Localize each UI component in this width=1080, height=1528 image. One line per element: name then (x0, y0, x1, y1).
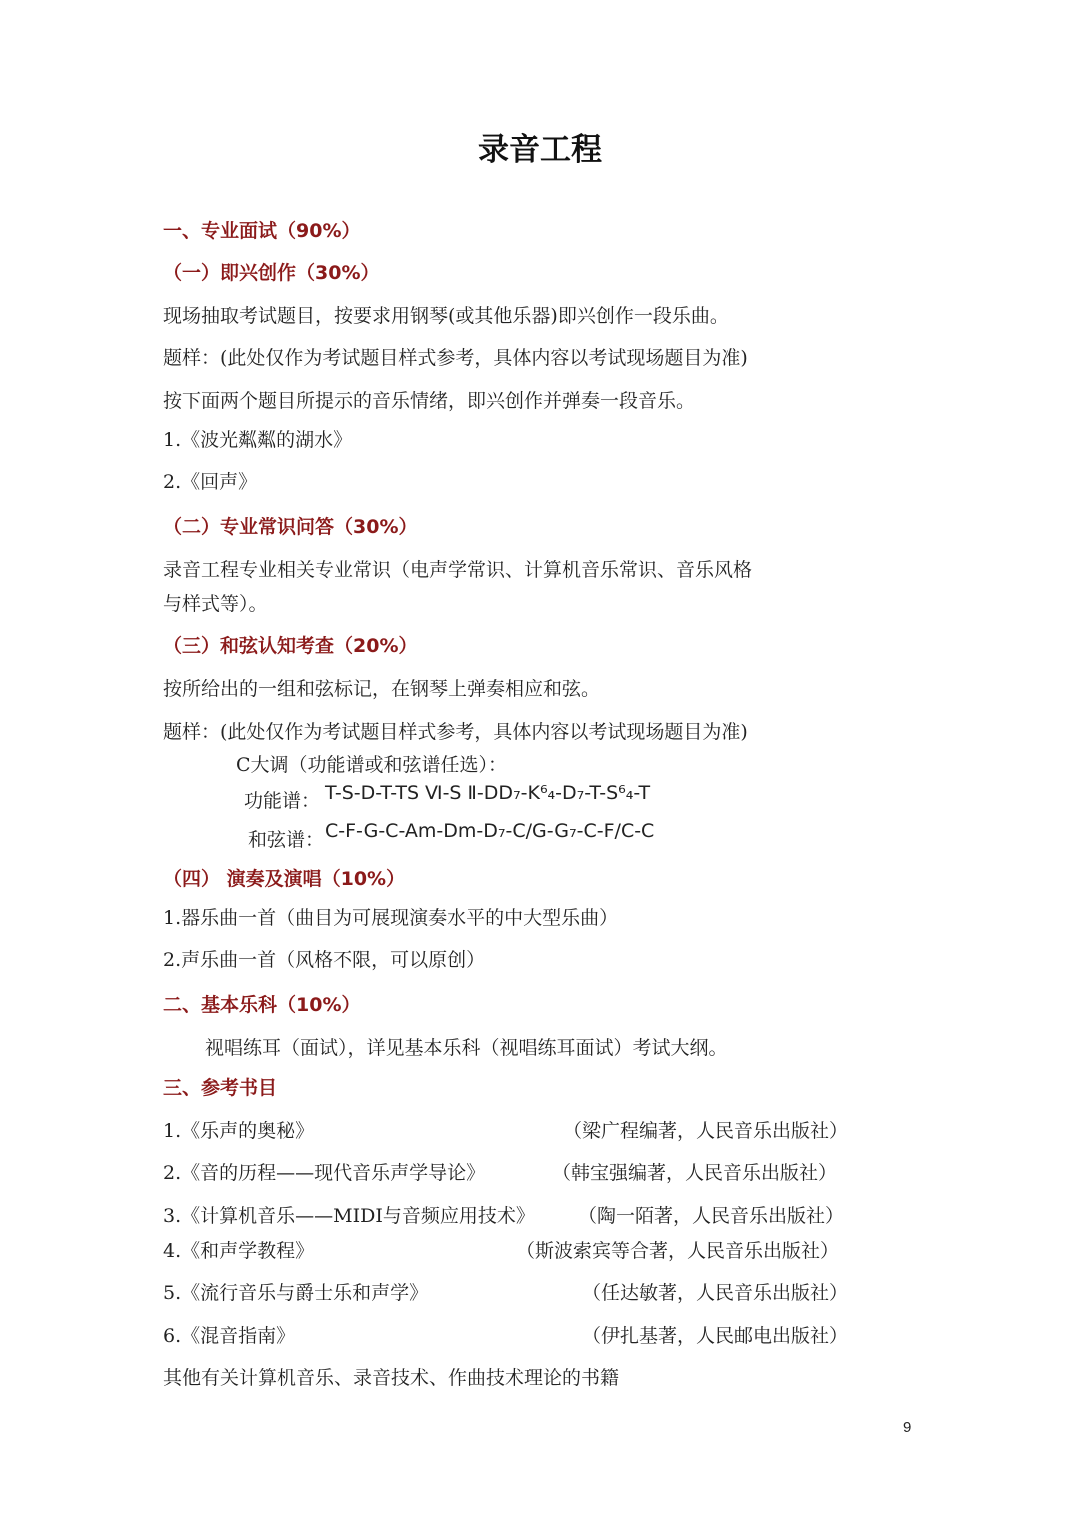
list-item: 1.器乐曲一首（曲目为可展现演奏水平的中大型乐曲） (163, 907, 619, 929)
subsection-heading-improvisation: （一）即兴创作（30%） (163, 262, 380, 284)
paragraph-text: C大调（功能谱或和弦谱任选）： (236, 754, 508, 776)
reference-title: 5.《流行音乐与爵士乐和声学》 (163, 1282, 429, 1304)
function-notation-value: T-S-D-T-TS Ⅵ-S Ⅱ-DD₇-K⁶₄-D₇-T-S⁶₄-T (325, 782, 651, 804)
paragraph-text: 题样：(此处仅作为考试题目样式参考，具体内容以考试现场题目为准) (163, 721, 748, 743)
paragraph-text: 按所给出的一组和弦标记，在钢琴上弹奏相应和弦。 (163, 678, 601, 700)
paragraph-text: 视唱练耳（面试），详见基本乐科（视唱练耳面试）考试大纲。 (205, 1037, 728, 1059)
function-notation-label: 功能谱： (244, 790, 321, 812)
reference-publisher: （任达敏著，人民音乐出版社） (582, 1282, 849, 1304)
reference-publisher: （韩宝强编著，人民音乐出版社） (552, 1162, 838, 1184)
list-item: 2.《回声》 (163, 471, 258, 493)
reference-publisher: （梁广程编著，人民音乐出版社） (563, 1120, 849, 1142)
section-heading-interview: 一、专业面试（90%） (163, 220, 361, 242)
section-heading-references: 三、参考书目 (163, 1077, 278, 1099)
subsection-heading-performance: （四） 演奏及演唱（10%） (163, 868, 406, 890)
paragraph-text: 题样：(此处仅作为考试题目样式参考，具体内容以考试现场题目为准) (163, 347, 748, 369)
reference-title: 4.《和声学教程》 (163, 1240, 315, 1262)
paragraph-text: 录音工程专业相关专业常识（电声学常识、计算机音乐常识、音乐风格 (163, 559, 753, 581)
subsection-heading-knowledge: （二）专业常识问答（30%） (163, 516, 418, 538)
list-item: 1.《波光粼粼的湖水》 (163, 429, 353, 451)
list-item: 2.声乐曲一首（风格不限，可以原创） (163, 949, 486, 971)
reference-title: 6.《混音指南》 (163, 1325, 296, 1347)
reference-publisher: （斯波索宾等合著，人民音乐出版社） (516, 1240, 840, 1262)
reference-title: 1.《乐声的奥秘》 (163, 1120, 315, 1142)
subsection-heading-chords: （三）和弦认知考查（20%） (163, 635, 418, 657)
section-heading-basic-music: 二、基本乐科（10%） (163, 994, 361, 1016)
chord-notation-label: 和弦谱： (248, 829, 325, 851)
paragraph-text: 现场抽取考试题目，按要求用钢琴(或其他乐器)即兴创作一段乐曲。 (163, 305, 729, 327)
page-number: 9 (903, 1419, 912, 1436)
reference-publisher: （伊扎基著，人民邮电出版社） (582, 1325, 849, 1347)
reference-title: 2.《音的历程——现代音乐声学导论》 (163, 1162, 486, 1184)
paragraph-text: 按下面两个题目所提示的音乐情绪，即兴创作并弹奏一段音乐。 (163, 390, 696, 412)
chord-notation-value: C-F-G-C-Am-Dm-D₇-C/G-G₇-C-F/C-C (325, 820, 655, 842)
paragraph-text: 与样式等）。 (163, 593, 268, 615)
paragraph-text: 其他有关计算机音乐、录音技术、作曲技术理论的书籍 (163, 1367, 620, 1389)
reference-title: 3.《计算机音乐——MIDI与音频应用技术》 (163, 1205, 535, 1227)
reference-publisher: （陶一陌著，人民音乐出版社） (578, 1205, 845, 1227)
page-title: 录音工程 (478, 132, 602, 168)
